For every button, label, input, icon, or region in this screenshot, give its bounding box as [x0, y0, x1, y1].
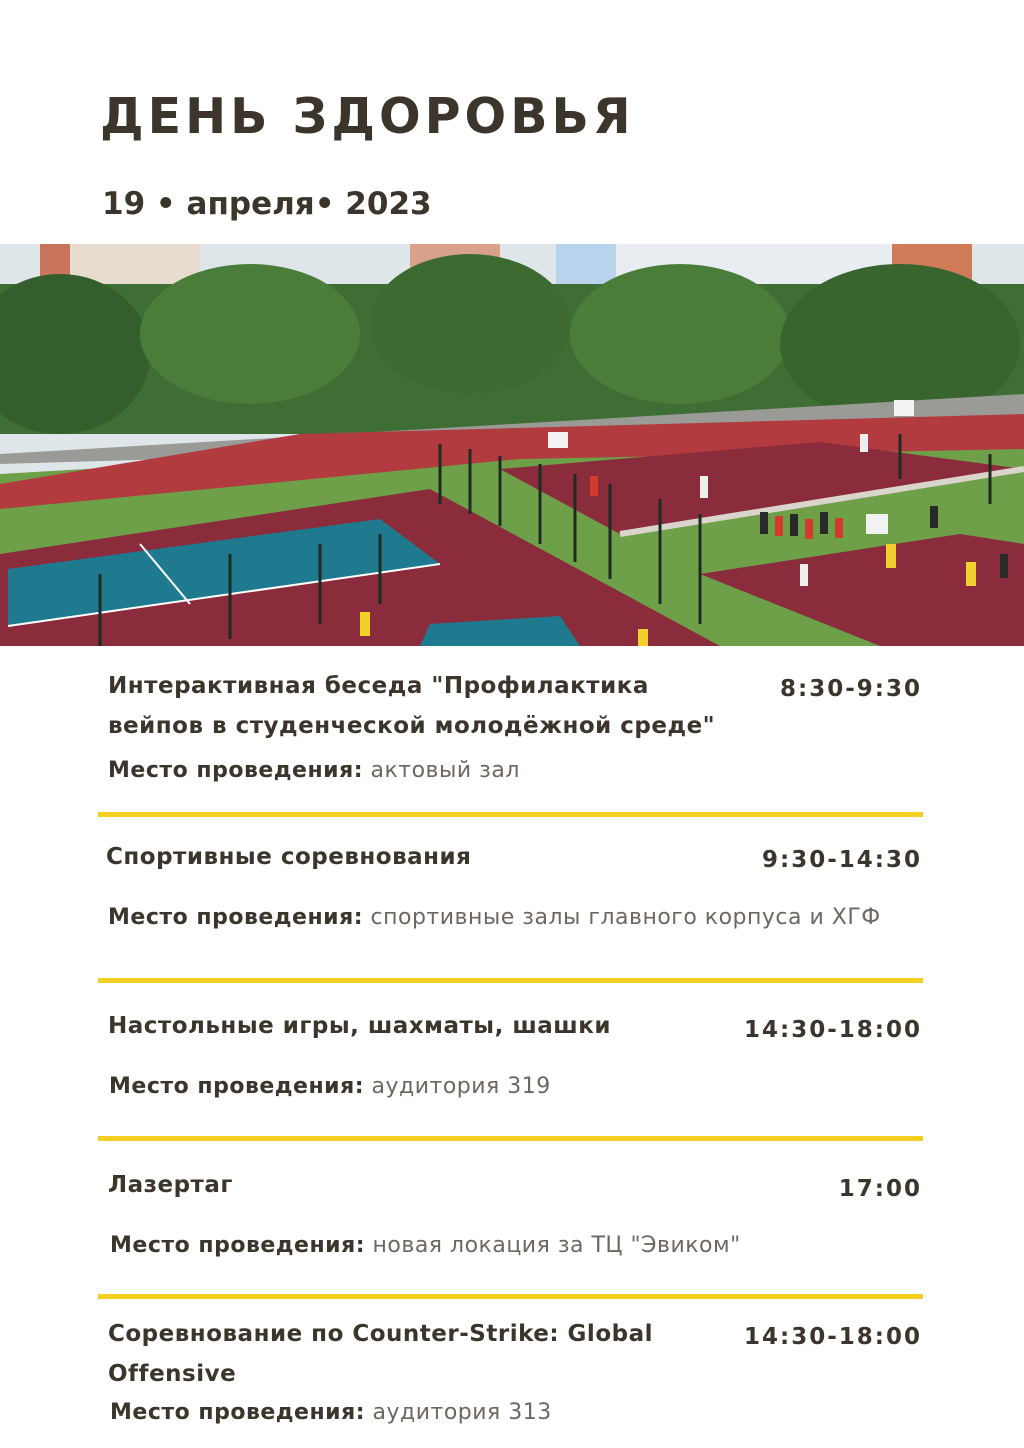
- place-label: Место проведения:: [108, 758, 364, 783]
- sports-ground-photo: [0, 244, 1024, 646]
- event-title: Настольные игры, шахматы, шашки: [108, 1013, 611, 1039]
- event-title: Соревнование по Counter-Strike: Global Offensive: [108, 1321, 653, 1387]
- event-place: [108, 905, 881, 930]
- event-place: [109, 1074, 551, 1099]
- event-title: Лазертаг: [108, 1172, 233, 1198]
- event-time: 9:30-14:30: [762, 847, 922, 873]
- event-place: [108, 758, 520, 783]
- divider-line: [98, 978, 923, 983]
- event-place: [110, 1400, 552, 1425]
- place-label: Место проведения:: [110, 1400, 366, 1425]
- place-label: Место проведения:: [109, 1074, 365, 1099]
- place-label: Место проведения:: [110, 1233, 366, 1258]
- event-time: 14:30-18:00: [744, 1017, 922, 1043]
- place-value: аудитория 313: [365, 1400, 552, 1425]
- event-date: 19 • апреля• 2023: [102, 186, 432, 222]
- place-label: Место проведения:: [108, 905, 364, 930]
- event-title: Спортивные соревнования: [106, 844, 472, 870]
- divider-line: [98, 812, 923, 817]
- place-value: актовый зал: [363, 758, 520, 783]
- event-time: 8:30-9:30: [780, 676, 922, 702]
- divider-line: [98, 1136, 923, 1141]
- event-title: Интерактивная беседа "Профилактика вейпов в студенческой молодёжной среде": [108, 673, 716, 739]
- sports-ground-image: [0, 244, 1024, 646]
- page-title: ДЕНЬ ЗДОРОВЬЯ: [100, 88, 635, 145]
- event-time: 14:30-18:00: [744, 1324, 922, 1350]
- place-value: новая локация за ТЦ "Эвиком": [365, 1233, 741, 1258]
- divider-line: [98, 1294, 923, 1299]
- place-value: аудитория 319: [364, 1074, 551, 1099]
- place-value: спортивные залы главного корпуса и ХГФ: [363, 905, 881, 930]
- event-place: [110, 1233, 741, 1258]
- event-time: 17:00: [838, 1176, 922, 1202]
